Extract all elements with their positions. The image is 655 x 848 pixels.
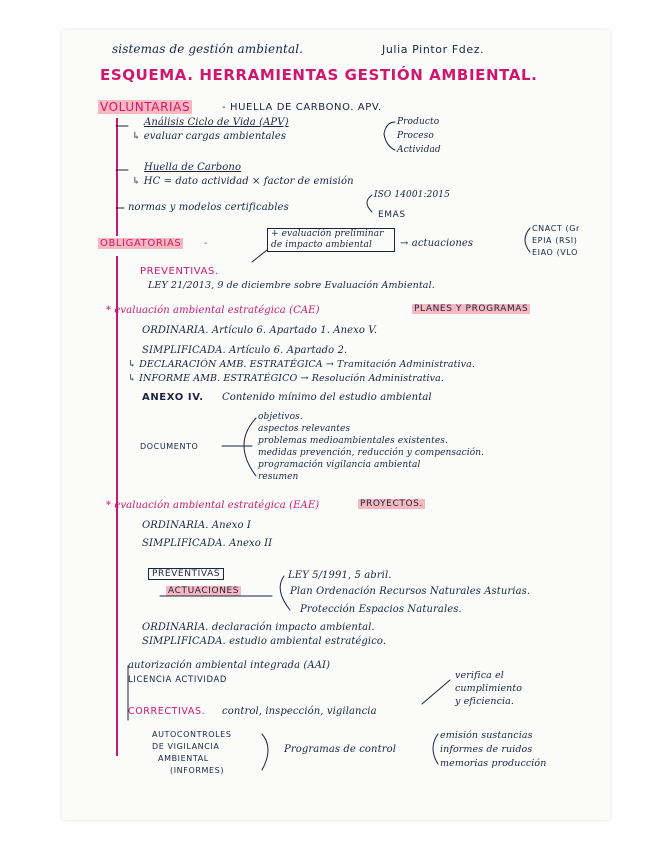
anexo-iv-description: Contenido mínimo del estudio ambiental [222,392,432,403]
programas-item: informes de ruidos [440,744,533,755]
preventivas-box: PREVENTIVAS [148,568,224,580]
actuaciones-item: EIAO (VLO [532,248,579,257]
simplificada-cae: SIMPLIFICADA. Artículo 6. Apartado 2. [142,345,348,356]
eae-eae-heading: * evaluación ambiental estratégica (EAE) [106,500,320,511]
verifica-line: y eficiencia. [455,696,515,707]
declaracion-line: ↳ DECLARACIÓN AMB. ESTRATÉGICA → Tramitación Administrativa. [128,359,475,370]
actuaciones-text: → actuaciones [400,238,474,249]
documento-label: DOCUMENTO [140,442,199,451]
normas-item: EMAS [378,210,406,220]
verifica-line: verifica el [455,670,504,681]
programas-item: emisión sustancias [440,730,533,741]
acv-evaluation: ↳ evaluar cargas ambientales [132,131,287,142]
voluntarias-summary: - HUELLA DE CARBONO. APV. [222,102,382,113]
documento-item: resumen [258,472,299,482]
author-name: Julia Pintor Fdez. [382,43,485,56]
eae-cae-heading: * evaluación ambiental estratégica (CAE) [106,305,320,316]
subject-heading: sistemas de gestión ambiental. [112,42,304,56]
autocontroles-line: AUTOCONTROLES [152,730,232,739]
obligatorias-label: OBLIGATORIAS [100,238,182,249]
aai-text: autorización ambiental integrada (AAI) [128,660,331,671]
simplificada-actuaciones: SIMPLIFICADA. estudio ambiental estratégico. [142,636,387,647]
proyectos: PROYECTOS. [360,499,423,509]
evaluation-box: + evaluación preliminar de impacto ambiental [267,228,395,252]
obligatorias-dash: - [204,238,208,249]
normas-item: ISO 14001:2015 [374,190,450,200]
documento-item: programación vigilancia ambiental [258,460,421,470]
connector-lines [62,30,610,820]
ley-2013: LEY 21/2013, 9 de diciembre sobre Evaluación Ambiental. [148,280,435,291]
licencia-actividad: LICENCIA ACTIVIDAD [128,675,228,685]
actuaciones-label: ACTUACIONES [168,586,240,596]
autocontroles-line: DE VIGILANCIA [152,742,220,751]
ordinaria-eae: ORDINARIA. Anexo I [142,520,251,531]
actuaciones-law: LEY 5/1991, 5 abril. [288,570,392,581]
hc-title: Huella de Carbono [144,162,242,173]
actuaciones-item: CNACT (Gr [532,224,580,233]
autocontroles-line: AMBIENTAL [158,754,209,763]
simplificada-eae: SIMPLIFICADA. Anexo II [142,538,273,549]
acv-item: Producto [397,117,440,127]
voluntarias-label: VOLUNTARIAS [100,100,191,114]
planes-programas: PLANES Y PROGRAMAS [414,304,529,314]
programas-control: Programas de control [284,744,397,755]
actuaciones-law: Protección Espacios Naturales. [300,604,462,615]
anexo-iv: ANEXO IV. [142,392,204,403]
informe-line: ↳ INFORME AMB. ESTRATÉGICO → Resolución Administrativa. [128,373,445,384]
ordinaria-actuaciones: ORDINARIA. declaración impacto ambiental. [142,622,375,633]
actuaciones-item: EPIA (RSI) [532,236,578,245]
programas-item: memorias producción [440,758,547,769]
documento-item: aspectos relevantes [258,424,351,434]
preventivas-label: PREVENTIVAS. [140,266,219,277]
correctivas-text: control, inspección, vigilancia [222,706,377,717]
acv-title: Análisis Ciclo de Vida (APV) [144,117,289,128]
ordinaria-cae: ORDINARIA. Artículo 6. Apartado 1. Anexo V. [142,325,378,336]
acv-item: Proceso [397,131,434,141]
notebook-page [62,30,610,820]
hc-formula: ↳ HC = dato actividad × factor de emisión [132,176,354,187]
documento-item: medidas prevención, reducción y compensación. [258,448,485,458]
actuaciones-law: Plan Ordenación Recursos Naturales Asturias. [290,586,531,597]
correctivas-label: CORRECTIVAS. [128,706,206,717]
normas-text: normas y modelos certificables [128,202,289,213]
documento-item: problemas medioambientales existentes. [258,436,448,446]
autocontroles-line: (INFORMES) [170,766,225,775]
page-title: ESQUEMA. HERRAMIENTAS GESTIÓN AMBIENTAL. [100,66,538,84]
verifica-line: cumplimiento [455,683,523,694]
documento-item: objetivos. [258,412,303,422]
acv-item: Actividad [397,145,441,155]
